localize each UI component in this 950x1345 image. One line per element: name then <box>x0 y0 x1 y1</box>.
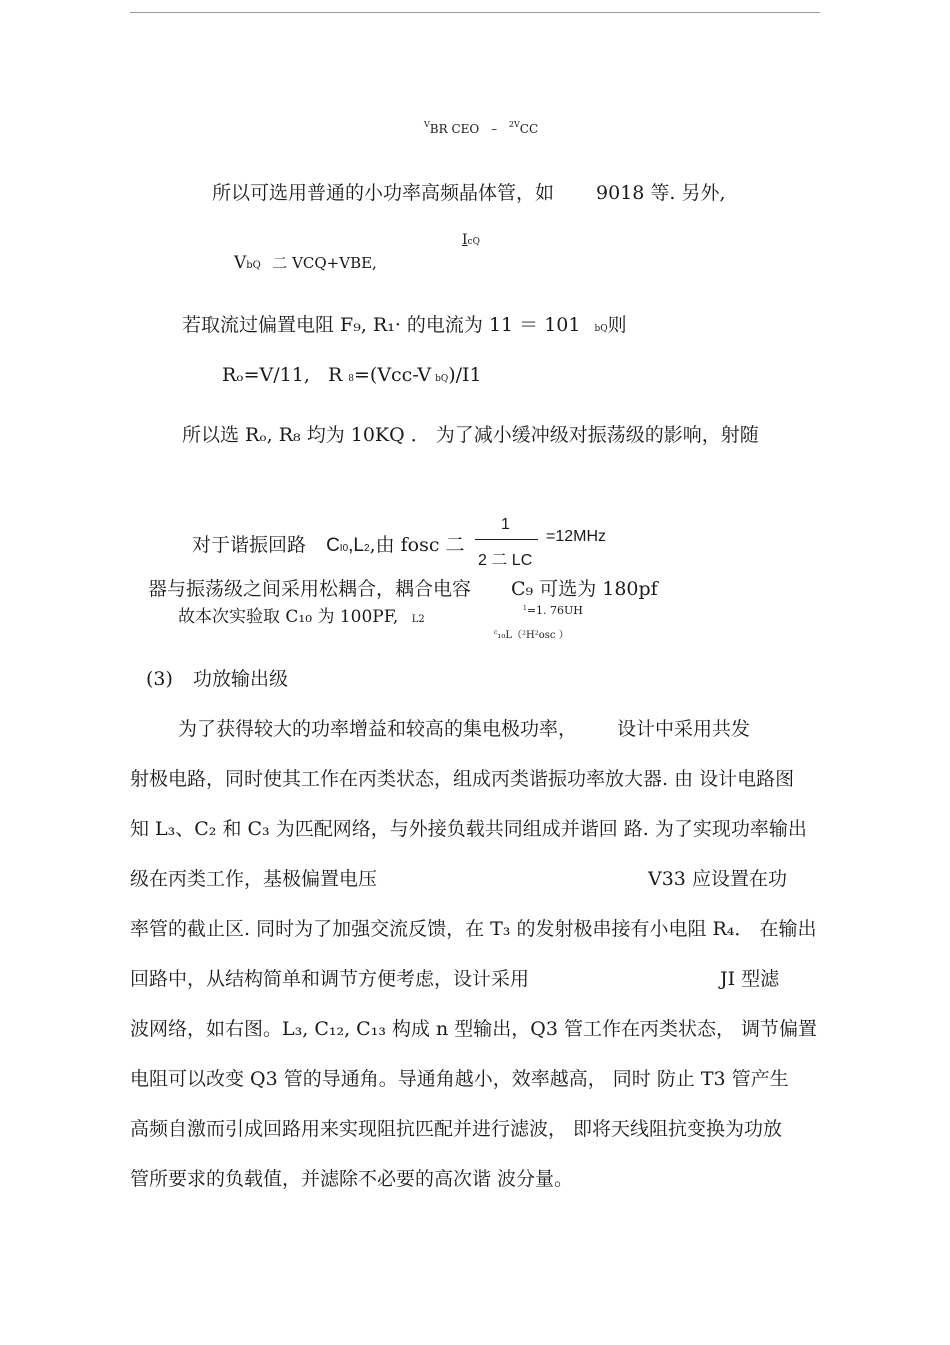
paragraph-text-b: JI 型滤 <box>720 968 780 990</box>
line-bias-text: 若取流过偏置电阻 F₉, R₁· 的电流为 11 ＝ 101 <box>182 314 581 336</box>
formula-osc-c-sub: I0 <box>339 543 349 554</box>
formula-r <box>222 364 482 386</box>
formula-r1: Rₒ=V/11, <box>222 364 310 386</box>
section-heading <box>146 664 288 691</box>
line-select <box>182 420 759 447</box>
paragraph-line <box>130 1014 817 1041</box>
line-coupling-text: 器与振荡级之间采用松耦合，耦合电容 <box>148 578 472 600</box>
line-bias-tail: 则 <box>607 314 627 336</box>
paragraph-text: 电阻可以改变 Q3 管的导通角。导通角越小，效率越高， 同时 防止 T3 管产生 <box>130 1068 789 1090</box>
formula-r2-sub: 8 <box>348 374 354 384</box>
formula-osc-l-sub: 2 <box>364 543 370 554</box>
line-bias <box>182 310 627 337</box>
formula-r2-tail: )/I1 <box>448 364 482 386</box>
formula-osc-fraction-bar <box>475 539 538 540</box>
formula-r2-sub2: bQ <box>435 374 449 384</box>
formula-osc-c: C <box>326 535 340 556</box>
paragraph-text: 率管的截止区. 同时为了加强交流反馈，在 T₃ 的发射极串接有小电阻 R₄． 在输出 <box>130 918 817 940</box>
section-number: (3) <box>146 668 173 690</box>
paragraph-line <box>130 1164 573 1191</box>
line-transistor <box>212 178 726 205</box>
paragraph-text: 射极电路，同时使其工作在丙类状态，组成丙类谐振功率放大器. 由 设计电路图 <box>130 768 795 790</box>
formula-icq <box>462 232 480 248</box>
paragraph-line <box>130 964 780 991</box>
paragraph-line <box>130 814 807 841</box>
formula-icq-i: I <box>462 232 468 248</box>
paragraph-text: 高频自激而引成回路用来实现阻抗匹配并进行滤波， 即将天线阻抗变换为功放 <box>130 1118 783 1140</box>
header-rule <box>130 12 820 13</box>
paragraph-text: 知 L₃、C₂ 和 C₃ 为匹配网络，与外接负载共同组成并谐回 路. 为了实现功率输出 <box>130 818 807 840</box>
line-transistor-model: 9018 等. 另外, <box>596 182 726 204</box>
line-coupling-cap: C₉ 可选为 180pf <box>511 578 658 600</box>
formula-r2: R <box>327 364 343 386</box>
line-transistor-text: 所以可选用普通的小功率高频晶体管，如 <box>212 182 555 204</box>
line-coupling <box>148 574 658 601</box>
formula-vbq <box>234 252 377 273</box>
line-c10-text: 故本次实验取 C₁₀ 为 100PF, <box>178 607 399 627</box>
line-bias-sub: bQ <box>594 324 608 334</box>
paragraph-line <box>130 864 787 891</box>
paragraph-text-b: V33 应设置在功 <box>648 868 787 890</box>
formula-l2-value <box>523 604 583 617</box>
paragraph-text: 波网络，如右图。L₃, C₁₂, C₁₃ 构成 n 型输出，Q3 管工作在丙类状态， 调节偏置 <box>130 1018 818 1040</box>
formula-vbr-cc: CC <box>519 122 539 136</box>
formula-vbq-sub: bQ <box>246 260 261 271</box>
formula-vbr-dash: – <box>491 122 498 136</box>
formula-l2-den-sub: c <box>494 629 498 636</box>
paragraph-text: 级在丙类工作，基极偏置电压 <box>130 868 378 890</box>
formula-vbr-sup: V <box>424 120 430 129</box>
paragraph-text: 为了获得较大的功率增益和较高的集电极功率， <box>178 718 578 740</box>
line-c10 <box>178 602 425 627</box>
formula-osc <box>192 530 465 557</box>
formula-icq-sub: cQ <box>467 237 480 247</box>
formula-vbr <box>424 122 538 136</box>
formula-osc-prefix: 对于谐振回路 <box>192 534 307 556</box>
formula-osc-mid: ,由 fosc 二 <box>369 534 465 556</box>
formula-vbq-v: V <box>234 253 247 273</box>
paragraph-line <box>178 714 750 741</box>
paragraph-line <box>130 764 794 791</box>
formula-osc-denominator: 2 二 LC <box>478 552 533 569</box>
paragraph-text: 回路中，从结构简单和调节方便考虑，设计采用 <box>130 968 530 990</box>
formula-l2-den-text: ₁₀L（²H²osc ） <box>497 630 569 641</box>
line-c10-l2: L2 <box>411 614 425 625</box>
section-title: 功放输出级 <box>192 668 288 690</box>
formula-vbr-main: BR CEO <box>429 122 480 136</box>
formula-l2-sup: 1 <box>523 605 527 612</box>
paragraph-text-b: 设计中采用共发 <box>617 718 751 740</box>
formula-l2-den <box>494 626 569 641</box>
formula-osc-l: ,L <box>348 535 364 556</box>
paragraph-line <box>130 1064 789 1091</box>
formula-osc-numerator: 1 <box>501 516 510 533</box>
line-select-text: 所以选 Rₒ, R₈ 均为 10KQ ． 为了减小缓冲级对振荡级的影响，射随 <box>182 424 759 446</box>
formula-l2-val: =1. 76UH <box>526 604 583 617</box>
formula-r2-rest: =(Vcc-V <box>353 364 432 386</box>
formula-vbq-rest: 二 VCQ+VBE, <box>272 254 377 272</box>
formula-osc-result: =12MHz <box>546 528 607 545</box>
paragraph-line <box>130 914 816 941</box>
paragraph-line <box>130 1114 782 1141</box>
formula-vbr-sup2: 2V <box>508 120 520 129</box>
paragraph-text: 管所要求的负载值，并滤除不必要的高次谐 波分量。 <box>130 1168 574 1190</box>
